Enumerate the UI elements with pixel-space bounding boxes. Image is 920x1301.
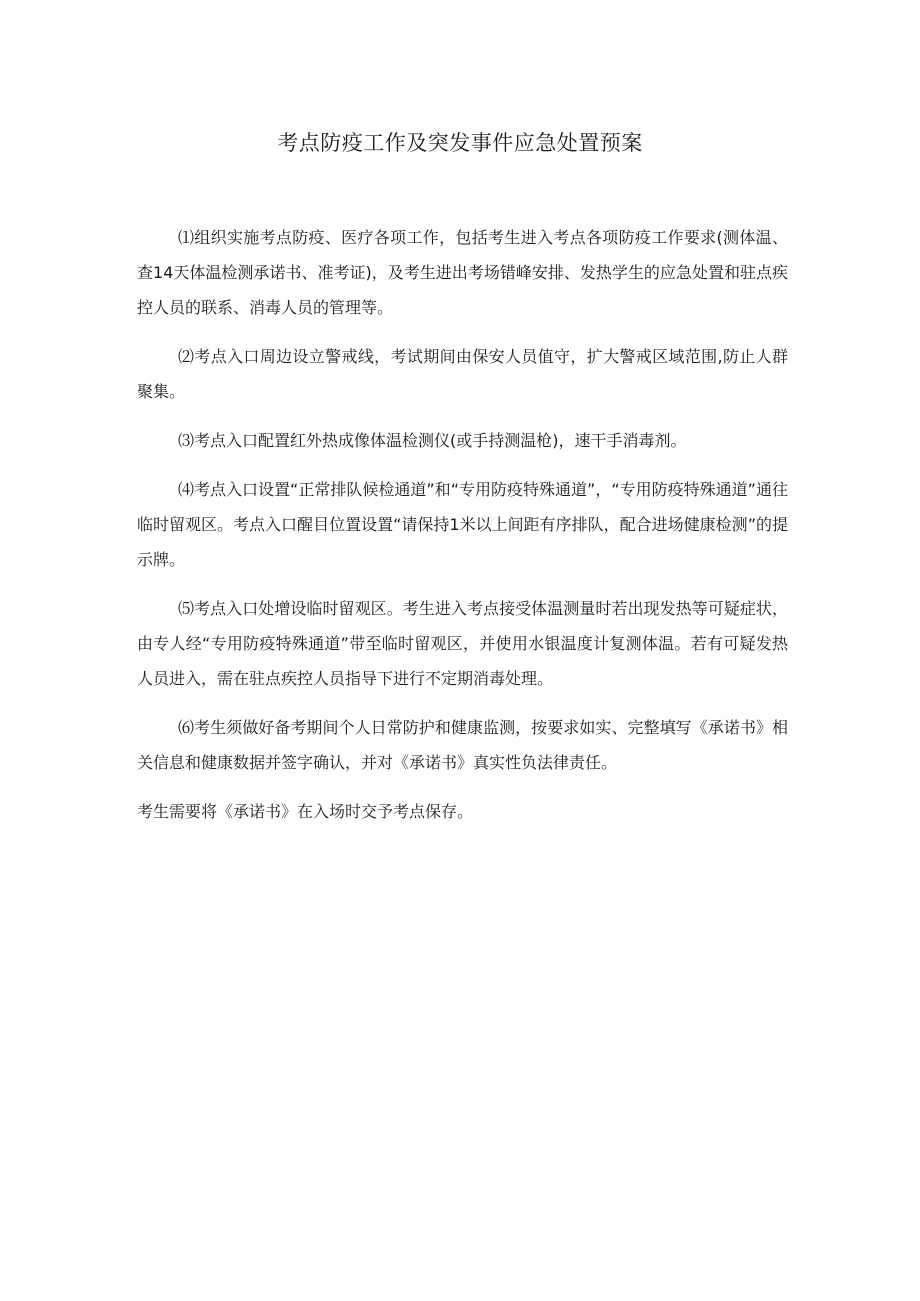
paragraph-4: ⑷考点入口设置“正常排队候检通道”和“专用防疫特殊通道”，“专用防疫特殊通道”通往临时留观区。考点入口醒目位置设置“请保持1米以上间距有序排队，配合进场健康检测”的提示牌。 xyxy=(137,480,788,569)
paragraph-6: ⑹考生须做好备考期间个人日常防护和健康监测，按要求如实、完整填写《承诺书》相关信息和健康数据并签字确认，并对《承诺书》真实性负法律责任。 xyxy=(137,718,788,772)
paragraph-2: ⑵考点入口周边设立警戒线，考试期间由保安人员值守，扩大警戒区域范围,防止人群聚集。 xyxy=(137,347,788,401)
paragraph-1: ⑴组织实施考点防疫、医疗各项工作，包括考生进入考点各项防疫工作要求(测体温、查14天体温检测承诺书、准考证)，及考生进出考场错峰安排、发热学生的应急处置和驻点疾控人员的联系、消毒人员的管理等。 xyxy=(137,228,788,317)
closing-line: 考生需要将《承诺书》在入场时交予考点保存。 xyxy=(137,802,474,821)
paragraph-3: ⑶考点入口配置红外热成像体温检测仪(或手持测温枪)，速干手消毒剂。 xyxy=(178,431,687,450)
document-body xyxy=(137,220,788,843)
paragraph-5: ⑸考点入口处增设临时留观区。考生进入考点接受体温测量时若出现发热等可疑症状，由专人经“专用防疫特殊通道”带至临时留观区，并使用水银温度计复测体温。若有可疑发热人员进入，需在驻点疾控人员指导下进行不定期消毒处理。 xyxy=(137,599,788,688)
document-title: 考点防疫工作及突发事件应急处置预案 xyxy=(277,131,643,155)
